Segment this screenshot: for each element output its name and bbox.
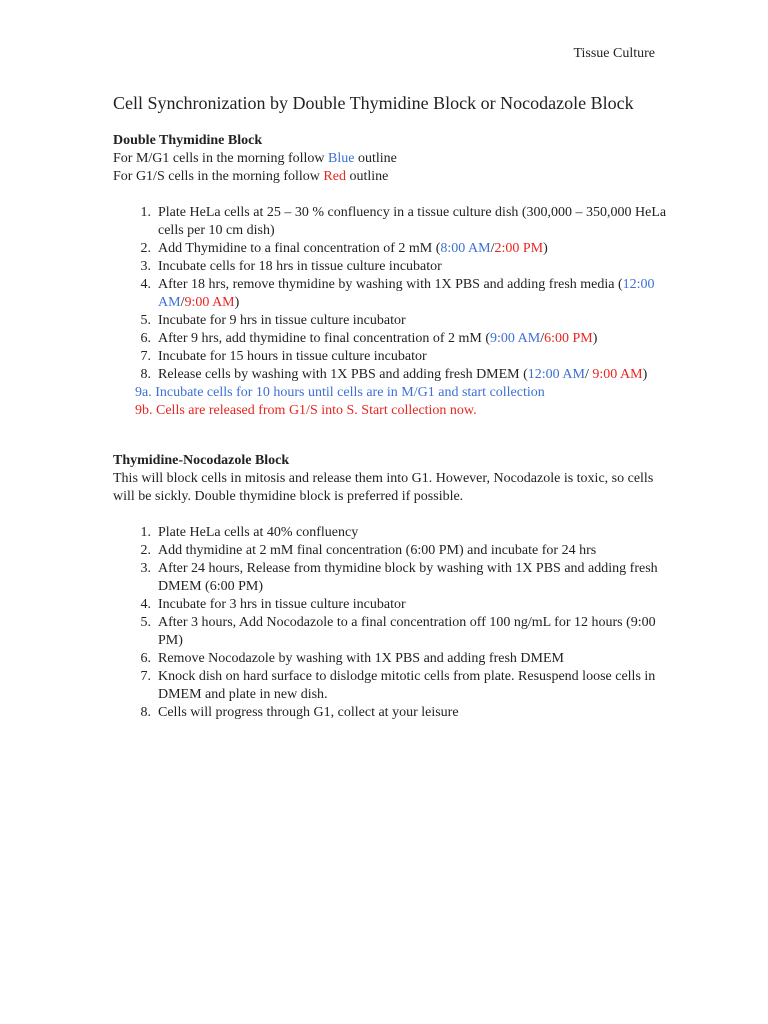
text-run: Add Thymidine to a final concentration of 2 mM ( (158, 241, 441, 256)
text-run: Knock dish on hard surface to dislodge mitotic cells from plate. Resuspend loose cells in DMEM and plate in new dish. (158, 669, 656, 702)
step-number: 8. (140, 367, 151, 382)
step-number: 6. (140, 331, 151, 346)
protocol-step (113, 312, 673, 330)
text-run: Incubate for 15 hours in tissue culture incubator (158, 349, 427, 364)
text-run: / (490, 241, 495, 256)
thymidine-nocodazole-section (113, 452, 673, 722)
step-number: 2. (140, 543, 151, 558)
protocol-step (113, 258, 673, 276)
blue-time-text: 12:00 AM (158, 277, 655, 310)
protocol-step (113, 542, 673, 560)
protocol-step (113, 668, 673, 704)
step-number: 1. (140, 205, 151, 220)
red-time-text: 6:00 PM (544, 331, 593, 346)
text-run: Cells will progress through G1, collect at your leisure (158, 705, 459, 720)
text-run: After 9 hrs, add thymidine to final concentration of 2 mM ( (158, 331, 491, 346)
protocol-step (113, 524, 673, 542)
protocol-step (113, 614, 673, 650)
text-run: / (180, 295, 185, 310)
text-run: Incubate cells for 18 hrs in tissue culture incubator (158, 259, 442, 274)
text-run: / (540, 331, 545, 346)
text-run: Incubate for 9 hrs in tissue culture incubator (158, 313, 406, 328)
protocol-step (113, 276, 673, 312)
section-intro (113, 150, 673, 186)
text-run: For G1/S cells in the morning follow (113, 169, 324, 184)
protocol-step (113, 650, 673, 668)
section-heading: Thymidine-Nocodazole Block (113, 453, 290, 468)
text-run: Release cells by washing with 1X PBS and adding fresh DMEM ( (158, 367, 528, 382)
step-number: 7. (140, 669, 151, 684)
intro-line (113, 150, 673, 168)
text-run: Plate HeLa cells at 40% confluency (158, 525, 359, 540)
text-run: ) (543, 241, 548, 256)
step-number: 4. (140, 277, 151, 292)
text-run: Incubate for 3 hrs in tissue culture incubator (158, 597, 406, 612)
step-number: 2. (140, 241, 151, 256)
protocol-step (113, 348, 673, 366)
protocol-step (113, 366, 673, 384)
text-run: After 18 hrs, remove thymidine by washing with 1X PBS and adding fresh media ( (158, 277, 623, 292)
protocol-steps-list (113, 524, 673, 722)
step-number: 5. (140, 615, 151, 630)
text-run: outline (345, 169, 389, 184)
section-heading: Double Thymidine Block (113, 133, 263, 148)
red-time-text: 9:00 AM (184, 295, 235, 310)
step-number: 7. (140, 349, 151, 364)
step-number: 1. (140, 525, 151, 540)
page-title: Cell Synchronization by Double Thymidine Block or Nocodazole Block (113, 93, 634, 113)
blue-time-text: 9:00 AM (490, 331, 541, 346)
step-number: 5. (140, 313, 151, 328)
blue-time-text: 12:00 AM (527, 367, 585, 382)
protocol-step (113, 204, 673, 240)
text-run: outline (354, 151, 397, 166)
step-9b-note: 9b. Cells are released from G1/S into S. Start collection now. (135, 403, 477, 418)
text-run: ) (642, 367, 648, 382)
text-run: ) (592, 331, 598, 346)
protocol-step (113, 560, 673, 596)
text-run: Plate HeLa cells at 25 – 30 % confluency in a tissue culture dish (300,000 – 350,000 HeLa cells per 10 cm dish) (158, 205, 667, 238)
protocol-step (113, 596, 673, 614)
red-time-text: 2:00 PM (494, 241, 544, 256)
text-run: For M/G1 cells in the morning follow (113, 151, 329, 166)
intro-line (113, 168, 673, 186)
double-thymidine-section (113, 132, 673, 420)
text-run: Remove Nocodazole by washing with 1X PBS and adding fresh DMEM (158, 651, 564, 666)
step-9a-note: 9a. Incubate cells for 10 hours until cells are in M/G1 and start collection (135, 385, 545, 400)
text-run: / (584, 367, 593, 382)
text-run: After 3 hours, Add Nocodazole to a final concentration off 100 ng/mL for 12 hours (9:00 PM) (158, 615, 656, 648)
protocol-step (113, 240, 673, 258)
step-number: 3. (140, 259, 151, 274)
blue-time-text: 8:00 AM (440, 241, 491, 256)
text-run: Add thymidine at 2 mM final concentration (6:00 PM) and incubate for 24 hrs (158, 543, 597, 558)
protocol-step (113, 330, 673, 348)
blue-time-text: Blue (328, 151, 355, 166)
protocol-step (113, 704, 673, 722)
step-number: 8. (140, 705, 151, 720)
step-number: 6. (140, 651, 151, 666)
protocol-steps-list (113, 204, 673, 384)
section-intro: This will block cells in mitosis and release them into G1. However, Nocodazole is toxic, so cells will be sickly. Double thymidine block is preferred if possible. (113, 471, 654, 504)
red-time-text: Red (323, 169, 346, 184)
step-number: 4. (140, 597, 151, 612)
red-time-text: 9:00 AM (592, 367, 643, 382)
text-run: ) (234, 295, 240, 310)
text-run: After 24 hours, Release from thymidine block by washing with 1X PBS and adding fresh DMEM (6:00 PM) (158, 561, 658, 594)
page-header: Tissue Culture (573, 46, 655, 61)
step-number: 3. (140, 561, 151, 576)
